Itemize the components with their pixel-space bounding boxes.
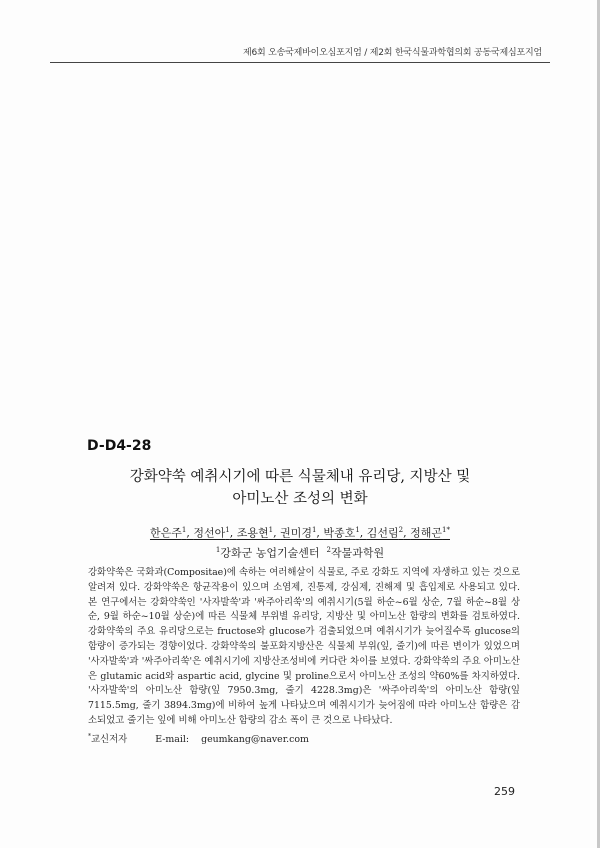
page-number: 259 [494,785,515,798]
running-header: 제6회 오송국제바이오심포지엄 / 제2회 한국식물과학협의회 공동국제심포지엄 [243,48,542,58]
author: 박종호 [323,526,356,540]
abstract-code: D-D4-28 [87,438,152,454]
author-block [60,522,540,561]
affiliation-number: 1 [215,545,221,554]
email-label: E-mail: [155,734,190,745]
author: 한은주 [149,526,182,540]
abstract-body: 강화약쑥은 국화과(Compositae)에 속하는 여러해살이 식물로, 주로 강화도 지역에 자생하고 있는 것으로 알려져 있다. 강화약쑥은 항균작용이 있으며 소염제, 진통제, 강심제, 진해제 및 흡입제로 사용되고 있다. 본 연구에서는 강화약쑥인 '사자발쑥'과 '싸주아리쑥'의 예취시기(5월 하순~6월 상순, 7월 하순~8월 상순, 9월 하순~10월 상순)에 따른 식물체 부위별 유리당, 지방산 및 아미노산 함량의 변화를 검토하였다. 강화약쑥의 주요 유리당으로는 fructose와 glucose가 검출되었으며 예취시기가 늦어질수록 glucose의 함량이 증가되는 경향이었다. 강화약쑥의 불포화지방산은 식물체 부위(잎, 줄기)에 따른 변이가 있었으며 '사자발쑥'과 '싸주아리쑥'은 예취시기에 지방산조성비에 커다란 차이를 보였다. 강화약쑥의 주요 아미노산은 glutamic acid와 aspartic acid, glycine 및 proline으로서 아미노산 조성의 약60%를 차지하였다. '사자발쑥'의 아미노산 함량(잎 7950.3mg, 줄기 4228.3mg)은 '싸주아리쑥'의 아미노산 함량(잎 7115.5mg, 줄기 3894.3mg)에 비하여 높게 나타났으며 예취시기가 늦어짐에 따라 아미노산 함량은 감소되었고 줄기는 잎에 비해 아미노산 함량의 감소 폭이 큰 것으로 나타났다. [88,567,520,726]
author-affiliation-mark: 2 [398,526,404,534]
affiliation-list [60,542,540,562]
author-list: 한은주$^1$, 정선아$^1$, 조용현$^1$, 권미경$^1$, 박종호$^1$, 김선림$^2$, 정해곤$^{1*}$ [149,526,450,540]
affiliation: 강화군 농업기술센터 [220,546,320,560]
author-affiliation-mark: 1 [181,526,187,534]
author: 권미경 [280,526,312,540]
author: 정선아 [193,526,226,540]
author: 김선림 [366,526,399,540]
author-affiliation-mark: 1 [225,526,230,534]
author-affiliation-mark: 1 [311,526,317,534]
corresponding-marker: * [88,732,91,740]
corresponding-author [88,731,309,745]
author-affiliation-mark: 1 [355,526,360,534]
author-affiliation-mark: 1* [442,526,450,534]
author: 조용현 [236,526,269,540]
affiliation-number: 2 [326,545,331,554]
author: 정해곤 [410,526,443,540]
email-address[interactable]: geumkang@naver.com [201,734,309,745]
affiliation: 작물과학원 [330,546,385,560]
title-line-2: 아미노산 조성의 변화 [232,491,368,507]
header-divider [50,62,550,63]
paper-title [60,466,540,510]
title-line-1: 강화약쑥 예취시기에 따른 식물체내 유리당, 지방산 및 [129,469,471,485]
author-affiliation-mark: 1 [268,526,274,534]
corresponding-label: 교신저자 [91,734,128,745]
